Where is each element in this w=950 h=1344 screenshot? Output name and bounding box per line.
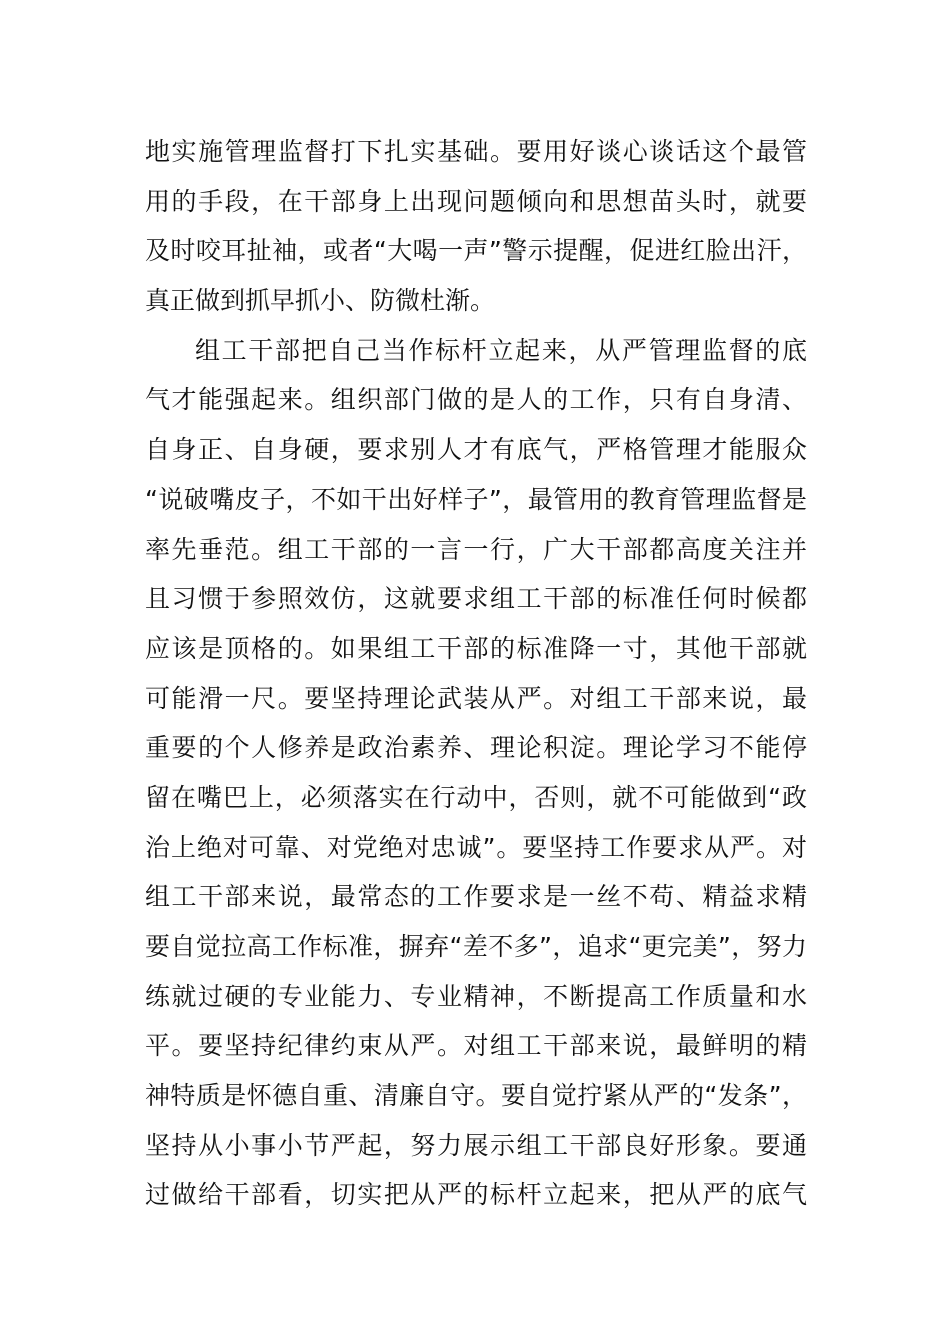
text-line: 练就过硬的专业能力、专业精神，不断提高工作质量和水: [145, 981, 807, 1011]
text-line: 自身正、自身硬，要求别人才有底气，严格管理才能服众: [145, 435, 807, 465]
text-line: 重要的个人修养是政治素养、理论积淀。理论学习不能停: [145, 733, 807, 763]
text-line: 可能滑一尺。要坚持理论武装从严。对组工干部来说，最: [145, 683, 807, 713]
text-line: 留在嘴巴上，必须落实在行动中，否则，就不可能做到“政: [145, 782, 807, 812]
text-line: “说破嘴皮子，不如干出好样子”，最管用的教育管理监督是: [145, 484, 807, 514]
body-text: [145, 127, 807, 1220]
text-line: 用的手段，在干部身上出现问题倾向和思想苗头时，就要: [145, 186, 807, 216]
text-line: 组工干部来说，最常态的工作要求是一丝不苟、精益求精: [145, 882, 807, 912]
text-line: 气才能强起来。组织部门做的是人的工作，只有自身清、: [145, 385, 807, 415]
text-line: 地实施管理监督打下扎实基础。要用好谈心谈话这个最管: [145, 137, 807, 166]
text-line: 真正做到抓早抓小、防微杜渐。: [145, 286, 496, 316]
text-line: 平。要坚持纪律约束从严。对组工干部来说，最鲜明的精: [145, 1031, 807, 1061]
text-line: 要自觉拉高工作标准，摒弃“差不多”，追求“更完美”，努力: [145, 932, 807, 961]
text-line: 治上绝对可靠、对党绝对忠诚”。要坚持工作要求从严。对: [145, 832, 807, 862]
text-line: 坚持从小事小节严起，努力展示组工干部良好形象。要通: [145, 1130, 807, 1160]
text-line: 且习惯于参照效仿，这就要求组工干部的标准任何时候都: [145, 584, 807, 614]
text-line: 神特质是怀德自重、清廉自守。要自觉拧紧从严的“发条”，: [145, 1081, 807, 1111]
text-line: 及时咬耳扯袖，或者“大喝一声”警示提醒，促进红脸出汗，: [145, 236, 807, 266]
text-line: 应该是顶格的。如果组工干部的标准降一寸，其他干部就: [145, 633, 807, 663]
text-line: 过做给干部看，切实把从严的标杆立起来，把从严的底气: [145, 1180, 807, 1210]
text-line: 率先垂范。组工干部的一言一行，广大干部都高度关注并: [145, 534, 807, 564]
paragraph-first-line: 组工干部把自己当作标杆立起来，从严管理监督的底: [195, 335, 807, 365]
